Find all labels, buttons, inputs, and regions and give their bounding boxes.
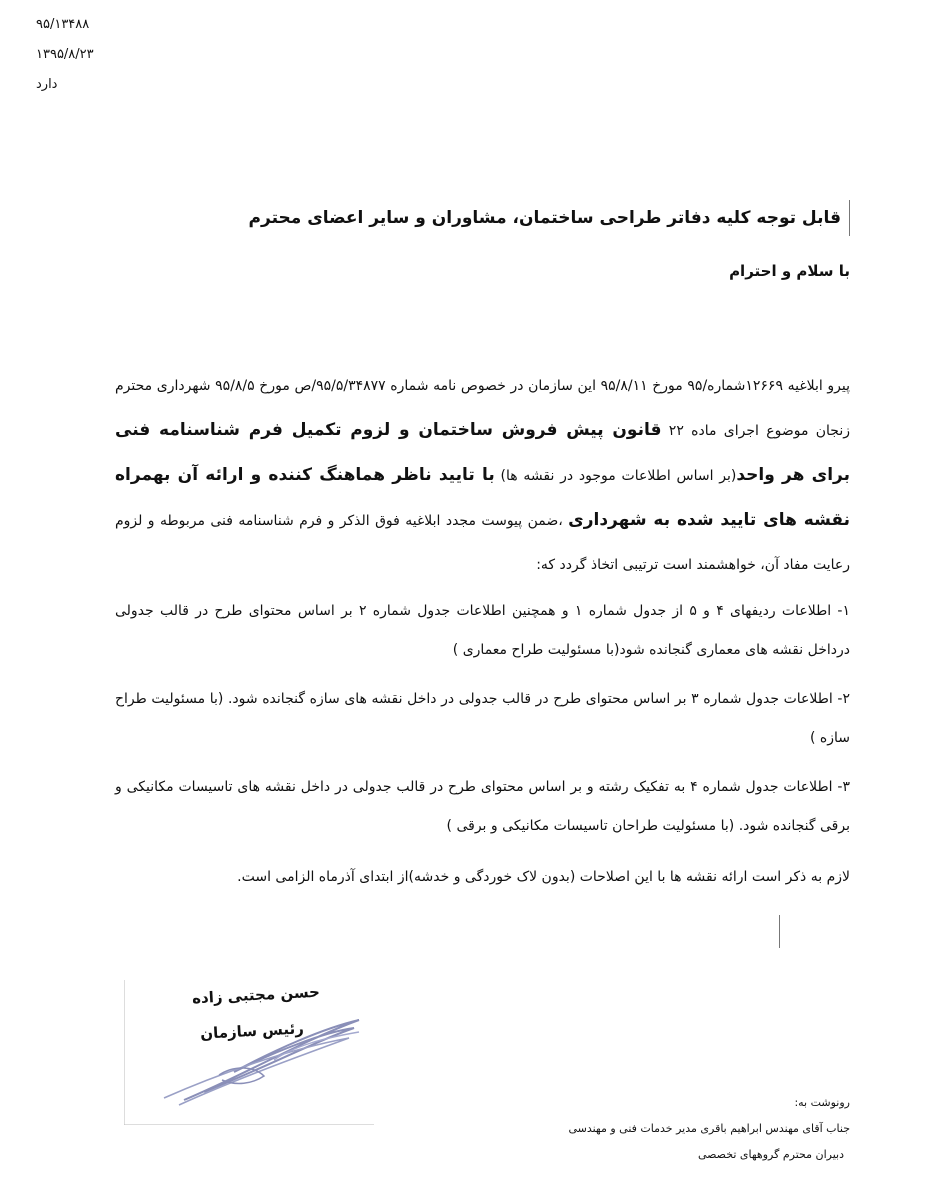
body-text-2: (بر اساس اطلاعات موجود در نقشه ها) — [494, 468, 737, 484]
list-item-1: ۱- اطلاعات ردیفهای ۴ و ۵ از جدول شماره ۱ و همچنین اطلاعات جدول شماره ۲ بر اساس محتوای طرح در قالب جدولی درداخل نقشه های معماری گنجانده شود(با مسئولیت طراح معماری ) — [115, 603, 850, 658]
letter-meta — [36, 10, 126, 100]
letter-date: ۱۳۹۵/۸/۲۳ — [36, 47, 94, 62]
body-text-1: پیرو ابلاغیه ۱۲۶۶۹شماره/۹۵ مورخ ۹۵/۸/۱۱ این سازمان در خصوص نامه شماره ۹۵/۵/۳۴۸۷۷/ص مورخ ۹۵/۸/۵ شهرداری محترم زنجان موضوع اجرای ماده ۲۲ — [115, 378, 851, 439]
list-item-3: ۳- اطلاعات جدول شماره ۴ به تفکیک رشته و بر اساس محتوای طرح در قالب جدولی در داخل نقشه های تاسیسات مکانیکی و برقی گنجانده شود. (با مسئولیت طراحان تاسیسات مکانیکی و برقی ) — [115, 779, 850, 834]
body-text-3: ،ضمن پیوست مجدد ابلاغیه فوق الذکر و فرم شناسنامه فنی مربوطه و لزوم رعایت مفاد آن، خواهشمند است ترتیبی اتخاذ گردد که: — [115, 513, 850, 573]
letter-number: ۹۵/۱۳۴۸۸ — [36, 17, 90, 32]
body-bold-1: قانون پیش فروش ساختمان و لزوم تکمیل فرم شناسنامه فنی برای هر واحد — [115, 420, 851, 485]
salutation: با سلام و احترام — [729, 262, 850, 280]
margin-mark — [779, 915, 780, 948]
cc-heading: رونوشت به: — [794, 1096, 850, 1109]
addressee-heading: قابل توجه کلیه دفاتر طراحی ساختمان، مشاوران و سایر اعضای محترم — [191, 200, 850, 236]
signer-name: حسن مجتبی زاده — [191, 982, 321, 1008]
closing-note: لازم به ذکر است ارائه نقشه ها با این اصلاحات (بدون لاک خوردگی و خدشه)از ابتدای آذرماه الزامی است. — [237, 869, 850, 885]
body-bold-2: با تایید ناظر هماهنگ کننده و ارائه آن بهمراه نقشه های تایید شده به شهرداری — [115, 465, 851, 530]
attachment-status: دارد — [36, 77, 58, 92]
list-item-2: ۲- اطلاعات جدول شماره ۳ بر اساس محتوای طرح در قالب جدولی در داخل نقشه های سازه گنجانده شود. (با مسئولیت طراح سازه ) — [115, 691, 850, 746]
cc-recipient-2: دبیران محترم گروههای تخصصی — [697, 1148, 844, 1161]
cc-recipient-1: جناب آقای مهندس ابراهیم باقری مدیر خدمات فنی و مهندسی — [568, 1122, 850, 1135]
signer-title: رئیس سازمان — [199, 1019, 305, 1043]
cc-block — [450, 1090, 850, 1168]
body-paragraph — [115, 364, 850, 587]
